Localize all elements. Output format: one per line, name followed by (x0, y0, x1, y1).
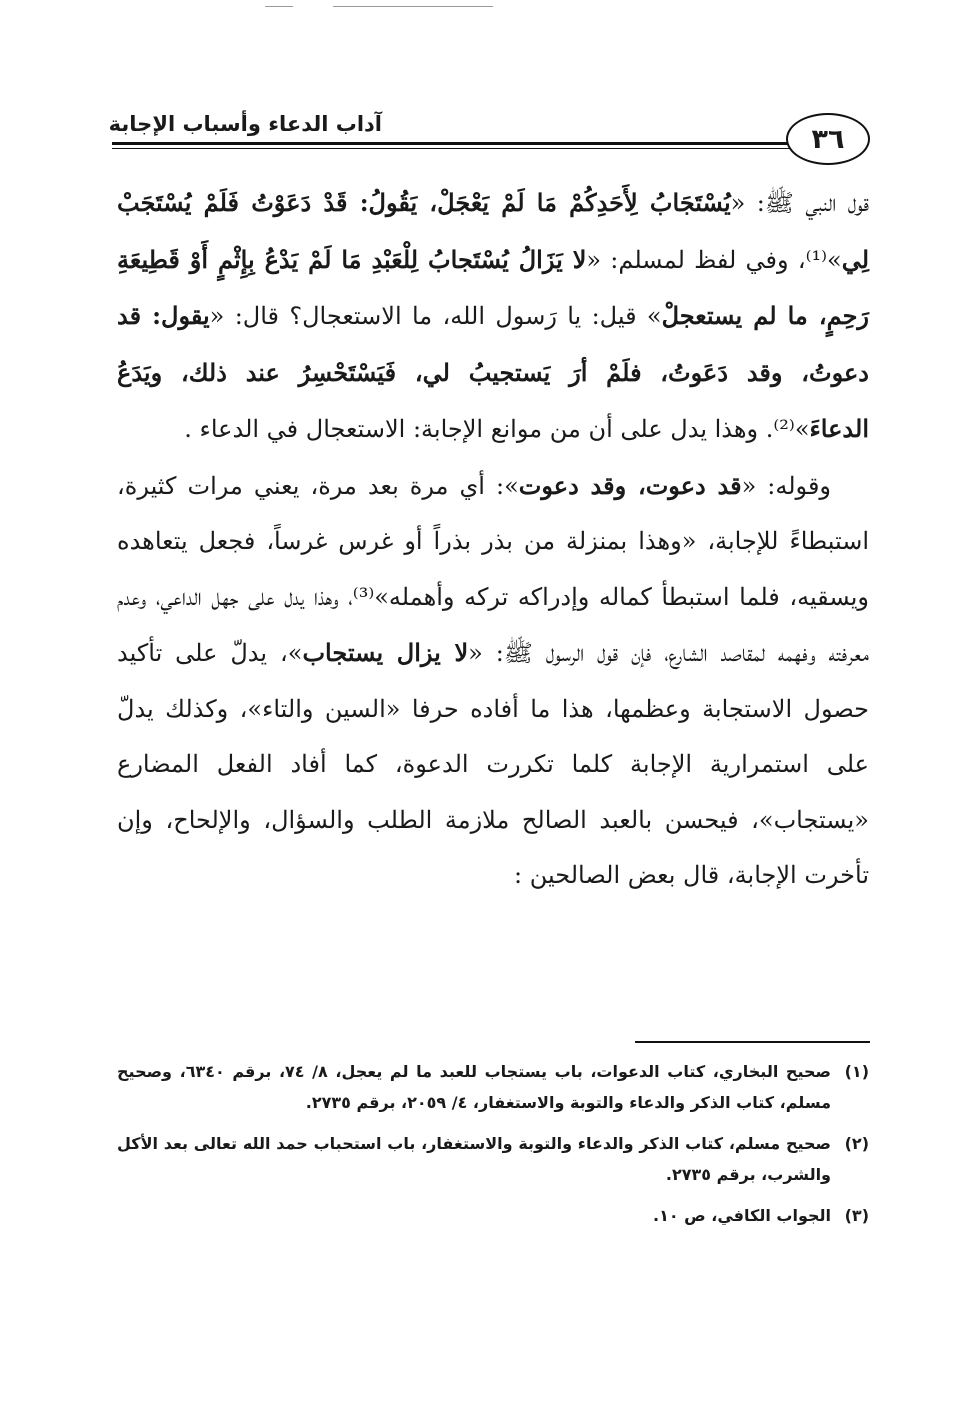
footnote-text: صحيح البخاري، كتاب الدعوات، باب يستجاب للعبد ما لم يعجل، ٨/ ٧٤، برقم ٦٣٤٠، وصحيح مسلم، كتاب الذكر والدعاء والتوبة والاستغفار، ٤/ ٢٠٥٩، برقم ٢٧٣٥. (117, 1062, 831, 1112)
hadith-quote: قد دعوت، وقد دعوت (518, 470, 742, 500)
footnote-number: (٢) (844, 1134, 869, 1153)
text-run: وقوله: « (741, 471, 832, 500)
hadith-quote: لا يزال يستجاب (302, 638, 469, 667)
paragraph (117, 458, 869, 904)
text-run: »⁽²⁾. وهذا يدل على أن من موانع الإجابة: الاستعجال في الدعاء . (184, 415, 810, 443)
hadith-quote: يُسْتَجَابُ لِأَحَدِكُمْ مَا لَمْ يَعْجَلْ، يَقُولُ: قَدْ دَعَوْتُ فَلَمْ يُسْتَجَبْ لِي (117, 188, 870, 274)
text-run: »: أي مرة بعد مرة، يعني مرات كثيرة، استبطاءً للإجابة، «وهذا بمنزلة من بذر بذراً أو غرس غرساً، فجعل يتعاهده ويسقيه، فلما استبطأ كماله وإدراكه تركه وأهمله»⁽³⁾، وهذا يدل على جهل الداعي، وعدم معرفته وفهمه لمقاصد الشارع، فإن قول الرسول ﷺ: « (117, 471, 870, 667)
text-run: »⁽¹⁾، وفي لفظ لمسلم: « (586, 245, 842, 274)
scan-mark (265, 6, 293, 7)
text-run: » قيل: يا رَسول الله، ما الاستعجال؟ قال: « (209, 302, 662, 330)
footnote-separator (635, 1041, 870, 1043)
text-run: »، يدلّ على تأكيد حصول الاستجابة وعظمها، هذا ما أفاده حرفا «السين والتاء»، وكذلك يدلّ على استمرارية الإجابة كلما تكررت الدعوة، كما أفاد الفعل المضارع «يستجاب»، فيحسن بالعبد الصالح ملازمة الطلب والسؤال، والإلحاح، وإن تأخرت الإجابة، قال بعض الصالحين : (117, 639, 869, 889)
page-number: ٣٦ (786, 113, 870, 165)
footnote-text: الجواب الكافي، ص ١٠. (652, 1206, 831, 1225)
scan-mark (333, 6, 493, 7)
paragraph (117, 175, 869, 458)
header-rule-thick (112, 142, 808, 145)
running-header-title: آداب الدعاء وأسباب الإجابة (108, 112, 382, 136)
scan-edge-marks (265, 6, 495, 8)
footnote (117, 1056, 869, 1118)
text-run: قول النبي ﷺ: « (730, 189, 869, 217)
footnote (117, 1128, 869, 1190)
header-rule-thin (112, 148, 808, 149)
footnote-number: (١) (844, 1062, 869, 1081)
main-text (117, 175, 869, 904)
footnotes (117, 1056, 869, 1241)
footnote-text: صحيح مسلم، كتاب الذكر والدعاء والتوبة والاستغفار، باب استحباب حمد الله تعالى بعد الأكل والشرب، برقم ٢٧٣٥. (117, 1134, 831, 1184)
running-header (108, 110, 870, 170)
footnote (117, 1200, 869, 1231)
footnote-number: (٣) (844, 1206, 869, 1225)
hadith-quote: يقول: قد دعوتُ، وقد دَعَوتُ، فلَمْ أرَ يَستجيبُ لي، فَيَسْتَحْسِرُ عند ذلك، ويَدَعُ الدعاءَ (117, 301, 869, 443)
hadith-quote: لا يَزَالُ يُسْتَجابُ لِلْعَبْدِ مَا لَمْ يَدْعُ بِإِثْمٍ أَوْ قَطِيعَةِ رَحِمٍ، ما لم يستعجلْ (117, 244, 870, 330)
